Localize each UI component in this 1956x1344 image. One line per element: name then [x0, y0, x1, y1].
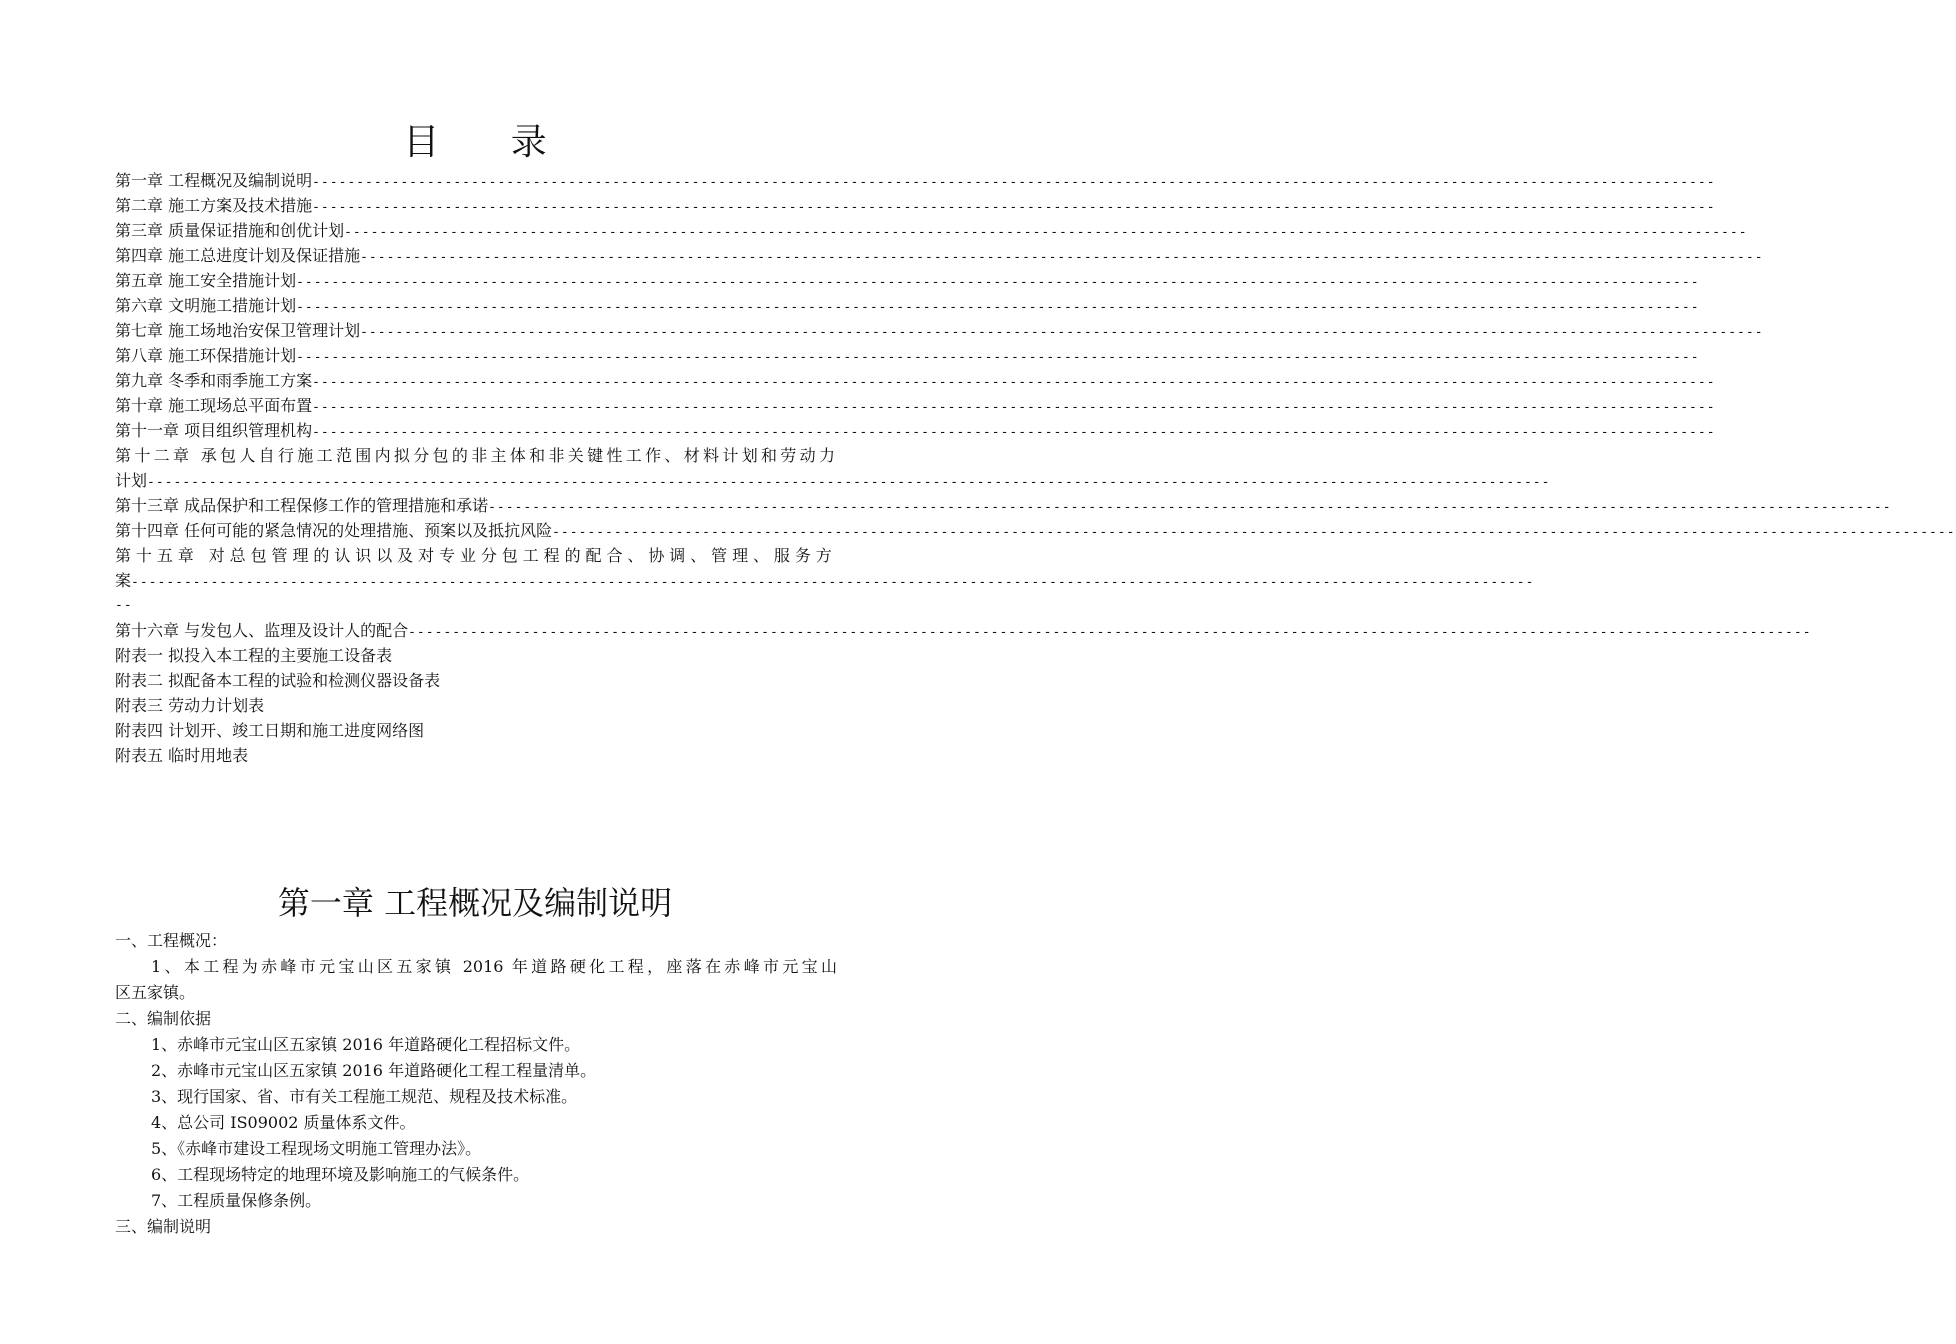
toc-leader: ---------------------------------------------------------------------------------------------------------------------------------------------------------------	[312, 400, 1716, 415]
toc-entry-8	[115, 343, 1700, 368]
toc-leader: ---------------------------------------------------------------------------------------------------------------------------------------------------------------	[344, 225, 1748, 240]
toc-entry-label: 第八章 施工环保措施计划	[115, 346, 297, 365]
toc-entry-label: 第二章 施工方案及技术措施	[115, 196, 313, 215]
toc-entry-label: 第三章 质量保证措施和创优计划	[115, 221, 345, 240]
toc-title: 目 录	[403, 122, 577, 163]
section-heading: 二、编制依据	[115, 1009, 212, 1028]
toc-entry-label: 第六章 文明施工措施计划	[115, 296, 297, 315]
toc-leader: ---------------------------------------------------------------------------------------------------------------------------------------------------------------	[312, 200, 1716, 215]
toc-entry-12-line1: 第十二章 承包人自行施工范围内拟分包的非主体和非关键性工作、材料计划和劳动力	[115, 446, 835, 465]
paragraph-line: 1、本工程为赤峰市元宝山区五家镇 2016 年道路硬化工程，座落在赤峰市元宝山	[151, 957, 837, 976]
chapter-title: 第一章 工程概况及编制说明	[277, 884, 673, 922]
paragraph-line: 区五家镇。	[115, 983, 196, 1002]
toc-entry-label: 第十四章 任何可能的紧急情况的处理措施、预案以及抵抗风险	[115, 521, 553, 540]
basis-item: 5、《赤峰市建设工程现场文明施工管理办法》。	[151, 1139, 482, 1158]
toc-leader: ---------------------------------------------------------------------------------------------------------------------------------------------------------------	[296, 350, 1700, 365]
toc-entry-15-line3: --	[115, 598, 133, 613]
basis-item: 6、工程现场特定的地理环境及影响施工的气候条件。	[151, 1165, 530, 1184]
toc-entry-label: 第一章 工程概况及编制说明	[115, 171, 313, 190]
toc-entry-label: 第五章 施工安全措施计划	[115, 271, 297, 290]
toc-entry-label: 第九章 冬季和雨季施工方案	[115, 371, 313, 390]
toc-leader: ---------------------------------------------------------------------------------------------------------------------------------------------------------------	[312, 375, 1716, 390]
section-heading: 三、编制说明	[115, 1217, 212, 1236]
toc-entries-group	[115, 168, 1764, 443]
basis-item: 1、赤峰市元宝山区五家镇 2016 年道路硬化工程招标文件。	[151, 1035, 581, 1054]
toc-entry-10	[115, 393, 1716, 418]
toc-leader: ---------------------------------------------------------------------------------------------------------------------------------------------------------------	[360, 325, 1764, 340]
toc-entry-7	[115, 318, 1764, 343]
toc-leader: ---------------------------------------------------------------------------------------------------------------------------------------------------------------	[312, 175, 1716, 190]
basis-item: 4、总公司 IS09002 质量体系文件。	[151, 1113, 416, 1132]
toc-entry-label: 第七章 施工场地治安保卫管理计划	[115, 321, 361, 340]
toc-leader: ---------------------------------------------------------------------------------------------------------------------------------------------------------------	[147, 475, 1551, 490]
toc-entry-11	[115, 418, 1716, 443]
toc-entry-2	[115, 193, 1716, 218]
toc-entry-9	[115, 368, 1716, 393]
toc-entry-12	[115, 443, 1551, 493]
toc-entry-label: 第十章 施工现场总平面布置	[115, 396, 313, 415]
basis-item: 3、现行国家、省、市有关工程施工规范、规程及技术标准。	[151, 1087, 578, 1106]
toc-appendix-list	[115, 643, 835, 768]
toc-entry-6	[115, 293, 1700, 318]
table-of-contents	[115, 168, 1956, 768]
toc-entry-15-line1: 第十五章 对总包管理的认识以及对专业分包工程的配合、协调、管理、服务方	[115, 546, 835, 565]
toc-appendix-item: 附表一 拟投入本工程的主要施工设备表	[115, 646, 393, 665]
toc-appendix-item: 附表二 拟配备本工程的试验和检测仪器设备表	[115, 671, 441, 690]
toc-entry-5	[115, 268, 1700, 293]
toc-entry-label: 第十六章 与发包人、监理及设计人的配合	[115, 621, 409, 640]
chapter-body	[115, 928, 837, 1240]
toc-entry-label: 第十三章 成品保护和工程保修工作的管理措施和承诺	[115, 496, 489, 515]
toc-appendix-item: 附表四 计划开、竣工日期和施工进度网络图	[115, 721, 425, 740]
toc-entry-12-label-tail: 计划	[115, 471, 148, 490]
toc-entry-4	[115, 243, 1764, 268]
toc-leader: ---------------------------------------------------------------------------------------------------------------------------------------------------------------	[131, 575, 1535, 590]
toc-leader: ---------------------------------------------------------------------------------------------------------------------------------------------------------------	[552, 525, 1956, 540]
toc-entry-12-line2	[115, 468, 1551, 493]
toc-entry-15	[115, 543, 1535, 618]
basis-item: 7、工程质量保修条例。	[151, 1191, 322, 1210]
toc-leader: ---------------------------------------------------------------------------------------------------------------------------------------------------------------	[312, 425, 1716, 440]
basis-item: 2、赤峰市元宝山区五家镇 2016 年道路硬化工程工程量清单。	[151, 1061, 597, 1080]
toc-entry-14	[115, 518, 1956, 543]
toc-appendix-item: 附表五 临时用地表	[115, 746, 249, 765]
section-heading: 一、工程概况：	[115, 931, 228, 950]
toc-entry-1	[115, 168, 1716, 193]
toc-entry-15-line2	[115, 568, 1535, 593]
toc-entry-13	[115, 493, 1892, 518]
toc-entry-label: 第四章 施工总进度计划及保证措施	[115, 246, 361, 265]
toc-appendix-item: 附表三 劳动力计划表	[115, 696, 265, 715]
toc-leader: ---------------------------------------------------------------------------------------------------------------------------------------------------------------	[360, 250, 1764, 265]
toc-entry-16	[115, 618, 1812, 643]
toc-leader: ---------------------------------------------------------------------------------------------------------------------------------------------------------------	[408, 625, 1812, 640]
toc-leader: ---------------------------------------------------------------------------------------------------------------------------------------------------------------	[296, 275, 1700, 290]
toc-leader: ---------------------------------------------------------------------------------------------------------------------------------------------------------------	[488, 500, 1892, 515]
toc-entry-3	[115, 218, 1748, 243]
basis-list	[115, 1032, 837, 1214]
toc-leader: ---------------------------------------------------------------------------------------------------------------------------------------------------------------	[296, 300, 1700, 315]
toc-entry-label: 第十一章 项目组织管理机构	[115, 421, 313, 440]
toc-entry-15-label-tail: 案	[115, 571, 132, 590]
